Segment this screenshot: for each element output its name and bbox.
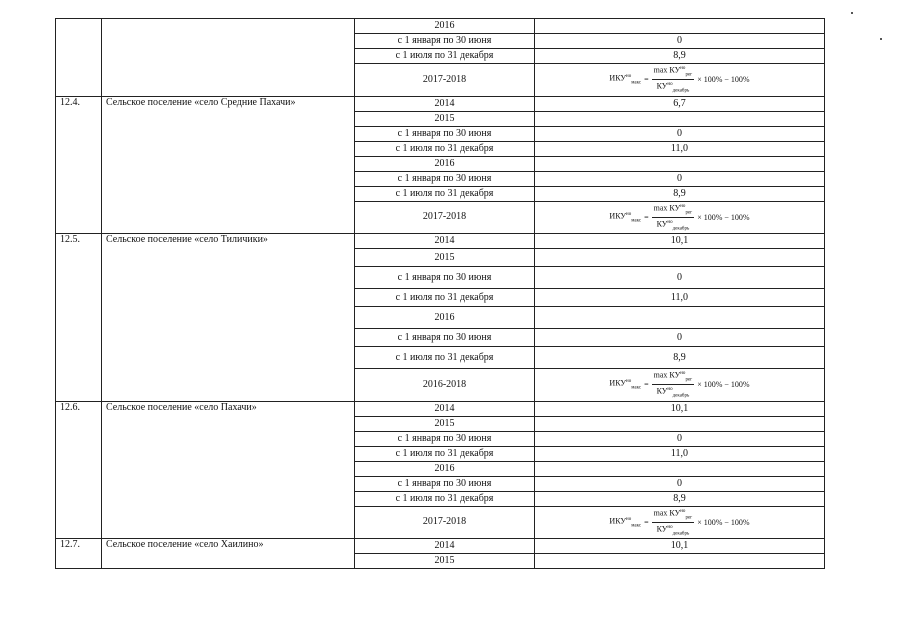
- settlement-name: Сельское поселение «село Хаилино»: [102, 539, 355, 569]
- value-cell: 0: [535, 329, 825, 347]
- value-cell: 10,1: [535, 539, 825, 554]
- value-cell: 10,1: [535, 234, 825, 249]
- formula-cell: [535, 201, 825, 234]
- period-cell: с 1 января по 30 июня: [355, 476, 535, 491]
- period-cell: с 1 января по 30 июня: [355, 267, 535, 289]
- value-cell: [535, 156, 825, 171]
- row-number: [56, 19, 102, 97]
- value-cell: 0: [535, 171, 825, 186]
- formula-cell: [535, 506, 825, 539]
- period-cell: с 1 января по 30 июня: [355, 171, 535, 186]
- value-cell: 8,9: [535, 49, 825, 64]
- period-cell: с 1 июля по 31 декабря: [355, 446, 535, 461]
- value-cell: 8,9: [535, 347, 825, 369]
- value-cell: 0: [535, 267, 825, 289]
- period-cell: 2016-2018: [355, 369, 535, 402]
- table-row: [56, 234, 825, 249]
- table-row: [56, 539, 825, 554]
- period-cell: 2014: [355, 234, 535, 249]
- formula-fraction: $\frac{\max КУ^{но}_{рег}}{КУ^{но}_{декабрь}}$: [653, 203, 693, 231]
- period-cell: 2016: [355, 307, 535, 329]
- period-cell: 2014: [355, 401, 535, 416]
- iku-formula: $ИКУ^{но}_{макс}$ = $\frac{\max КУ^{но}_{рег}}{КУ^{но}_{декабрь}}$ × 100% − 100%: [609, 370, 750, 399]
- period-cell: с 1 июля по 31 декабря: [355, 141, 535, 156]
- settlement-name: Сельское поселение «село Пахачи»: [102, 401, 355, 539]
- value-cell: 11,0: [535, 289, 825, 307]
- table-row: [56, 19, 825, 34]
- value-cell: 6,7: [535, 96, 825, 111]
- row-number: 12.6.: [56, 401, 102, 539]
- period-cell: с 1 июля по 31 декабря: [355, 49, 535, 64]
- period-cell: 2015: [355, 554, 535, 569]
- scan-speck: [880, 38, 882, 40]
- settlement-name: Сельское поселение «село Средние Пахачи»: [102, 96, 355, 234]
- value-cell: 0: [535, 476, 825, 491]
- formula-fraction: $\frac{\max КУ^{но}_{рег}}{КУ^{но}_{декабрь}}$: [653, 65, 693, 94]
- period-cell: 2016: [355, 19, 535, 34]
- scan-speck: [851, 12, 853, 14]
- value-cell: [535, 249, 825, 267]
- value-cell: [535, 19, 825, 34]
- value-cell: 11,0: [535, 141, 825, 156]
- value-cell: 0: [535, 34, 825, 49]
- value-cell: [535, 416, 825, 431]
- value-cell: 0: [535, 126, 825, 141]
- period-cell: 2014: [355, 96, 535, 111]
- period-cell: 2014: [355, 539, 535, 554]
- period-cell: 2017-2018: [355, 64, 535, 97]
- iku-formula: $ИКУ^{но}_{макс}$ = $\frac{\max КУ^{но}_{рег}}{КУ^{но}_{декабрь}}$ × 100% − 100%: [609, 508, 750, 536]
- period-cell: 2015: [355, 416, 535, 431]
- period-cell: с 1 января по 30 июня: [355, 329, 535, 347]
- value-cell: [535, 307, 825, 329]
- tariff-table: [55, 18, 825, 569]
- period-cell: с 1 января по 30 июня: [355, 431, 535, 446]
- period-cell: с 1 июля по 31 декабря: [355, 186, 535, 201]
- value-cell: 10,1: [535, 401, 825, 416]
- formula-cell: [535, 369, 825, 402]
- value-cell: [535, 111, 825, 126]
- tariff-table-body: [56, 19, 825, 569]
- formula-fraction: $\frac{\max КУ^{но}_{рег}}{КУ^{но}_{декабрь}}$: [653, 370, 693, 399]
- table-row: [56, 96, 825, 111]
- formula-fraction: $\frac{\max КУ^{но}_{рег}}{КУ^{но}_{декабрь}}$: [653, 508, 693, 536]
- value-cell: 11,0: [535, 446, 825, 461]
- period-cell: с 1 июля по 31 декабря: [355, 491, 535, 506]
- row-number: 12.7.: [56, 539, 102, 569]
- period-cell: с 1 января по 30 июня: [355, 34, 535, 49]
- row-number: 12.4.: [56, 96, 102, 234]
- iku-formula: $ИКУ^{но}_{макс}$ = $\frac{\max КУ^{но}_{рег}}{КУ^{но}_{декабрь}}$ × 100% − 100%: [609, 203, 750, 231]
- value-cell: [535, 554, 825, 569]
- row-number: 12.5.: [56, 234, 102, 402]
- value-cell: 8,9: [535, 186, 825, 201]
- period-cell: 2015: [355, 111, 535, 126]
- formula-cell: [535, 64, 825, 97]
- period-cell: 2017-2018: [355, 506, 535, 539]
- table-row: [56, 401, 825, 416]
- period-cell: с 1 июля по 31 декабря: [355, 289, 535, 307]
- settlement-name: [102, 19, 355, 97]
- value-cell: [535, 461, 825, 476]
- iku-formula: $ИКУ^{но}_{макс}$ = $\frac{\max КУ^{но}_{рег}}{КУ^{но}_{декабрь}}$ × 100% − 100%: [609, 65, 750, 94]
- value-cell: 8,9: [535, 491, 825, 506]
- period-cell: 2015: [355, 249, 535, 267]
- period-cell: с 1 января по 30 июня: [355, 126, 535, 141]
- period-cell: 2016: [355, 461, 535, 476]
- value-cell: 0: [535, 431, 825, 446]
- period-cell: 2016: [355, 156, 535, 171]
- period-cell: с 1 июля по 31 декабря: [355, 347, 535, 369]
- settlement-name: Сельское поселение «село Тиличики»: [102, 234, 355, 402]
- period-cell: 2017-2018: [355, 201, 535, 234]
